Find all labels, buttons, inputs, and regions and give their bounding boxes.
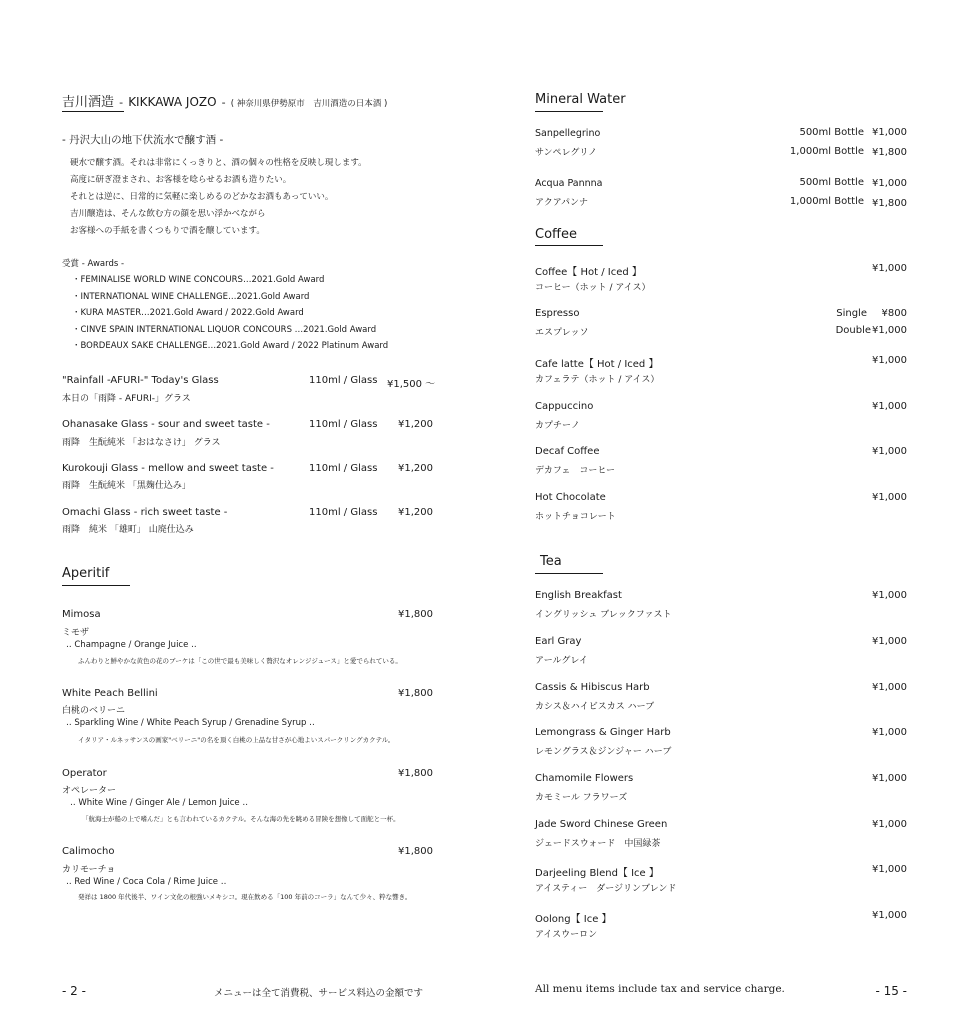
- award-item: ・CINVE SPAIN INTERNATIONAL LIQUOR CONCOURS …2021.Gold Award: [72, 325, 377, 335]
- tea-name: Lemongrass & Ginger Harb: [535, 727, 671, 738]
- page-number-right: - 15 -: [875, 984, 907, 998]
- tea-name: Chamomile Flowers: [535, 773, 634, 784]
- sake-name-jp: 雨降 純米 「雄町」 山廃仕込み: [62, 525, 194, 535]
- brand-name-en: KIKKAWA JOZO: [128, 95, 217, 109]
- header-separator: -: [119, 96, 124, 109]
- water-name-jp: サンペレグリノ: [535, 148, 598, 158]
- sake-name: Ohanasake Glass - sour and sweet taste -: [62, 419, 270, 430]
- awards-title: 受賞 - Awards -: [62, 259, 125, 269]
- aperitif-price: ¥1,800: [398, 846, 433, 857]
- tea-name-jp: レモングラス＆ジンジャー ハーブ: [535, 747, 672, 757]
- coffee-name-jp: エスプレッソ: [535, 328, 589, 338]
- award-item: ・BORDEAUX SAKE CHALLENGE…2021.Gold Award / 2022 Platinum Award: [72, 341, 389, 351]
- aperitif-name: Operator: [62, 768, 107, 779]
- water-size: 1,000ml Bottle: [789, 196, 864, 207]
- water-name: Sanpellegrino: [535, 128, 601, 139]
- section-title-tea: Tea: [540, 554, 562, 569]
- water-name-jp: アクアパンナ: [535, 198, 589, 208]
- section-title-aperitif: Aperitif: [62, 566, 110, 581]
- tea-name-jp: カシス＆ハイビスカス ハーブ: [535, 702, 655, 712]
- coffee-name-jp: ホットチョコレート: [535, 512, 616, 522]
- sake-price: ¥1,200: [398, 419, 433, 430]
- award-item: ・FEMINALISE WORLD WINE CONCOURS…2021.Gold Award: [72, 275, 325, 285]
- section-underline: [535, 111, 603, 112]
- tagline: - 丹沢大山の地下伏流水で醸す酒 -: [62, 134, 224, 146]
- aperitif-note: ふんわりと鮮やかな黄色の花のブーケは「この世で最も美味しく贅沢なオレンジジュース」と愛でられている。: [78, 657, 402, 665]
- footer-note-jp: メニューは全て消費税、サービス料込の金額です: [214, 988, 424, 999]
- sake-name-jp: 雨降 生酛純米 「おはなさけ」 グラス: [62, 438, 221, 448]
- sake-price: ¥1,200: [398, 463, 433, 474]
- tea-name: Cassis & Hibiscus Harb: [535, 682, 650, 693]
- aperitif-name-jp: ミモザ: [62, 628, 90, 638]
- coffee-price: ¥1,000: [872, 355, 907, 366]
- coffee-name: Decaf Coffee: [535, 446, 600, 457]
- tea-name-jp: イングリッシュ ブレックファスト: [535, 610, 672, 620]
- aperitif-ingredients: ‥ Sparkling Wine / White Peach Syrup / Grenadine Syrup ‥: [66, 718, 315, 728]
- espresso-option: Single: [836, 308, 867, 319]
- water-price: ¥1,800: [872, 147, 907, 158]
- brand-header: [62, 91, 387, 110]
- aperitif-price: ¥1,800: [398, 609, 433, 620]
- aperitif-name: Mimosa: [62, 609, 101, 620]
- tea-name: Oolong【 Ice 】: [535, 914, 612, 925]
- description-line: 高度に研ぎ澄まされ、お客様を唸らせるお酒も造りたい。: [70, 175, 292, 185]
- tea-price: ¥1,000: [872, 636, 907, 647]
- description-line: 硬水で醸す酒。それは非常にくっきりと、酒の個々の性格を反映し現します。: [70, 158, 367, 168]
- sake-name-jp: 雨降 生酛純米 「黒麹仕込み」: [62, 481, 191, 491]
- footer-note-en: All menu items include tax and service charge.: [535, 983, 785, 995]
- aperitif-price: ¥1,800: [398, 768, 433, 779]
- description-line: 吉川醸造は、そんな飲む方の顔を思い浮かべながら: [70, 209, 266, 219]
- water-size: 500ml Bottle: [799, 177, 864, 188]
- coffee-price: ¥1,000: [872, 492, 907, 503]
- water-size: 500ml Bottle: [799, 127, 864, 138]
- aperitif-ingredients: ‥ White Wine / Ginger Ale / Lemon Juice ‥: [70, 798, 249, 808]
- aperitif-note: 発祥は 1800 年代後半、ワイン文化の根強いメキシコ。現在飲める「100 年前のコーラ」なんて少々、粋な響き。: [78, 893, 412, 901]
- sake-price: ¥1,200: [398, 507, 433, 518]
- espresso-price: ¥1,000: [872, 325, 907, 336]
- coffee-name: Cappuccino: [535, 401, 594, 412]
- aperitif-ingredients: ‥ Champagne / Orange Juice ‥: [66, 640, 197, 650]
- tea-price: ¥1,000: [872, 727, 907, 738]
- coffee-name: Cafe latte【 Hot / Iced 】: [535, 359, 659, 370]
- coffee-price: ¥1,000: [872, 263, 907, 274]
- aperitif-name-jp: オペレーター: [62, 786, 117, 796]
- coffee-name-jp: カプチーノ: [535, 421, 580, 431]
- aperitif-ingredients: ‥ Red Wine / Coca Cola / Rime Juice ‥: [66, 877, 227, 887]
- sake-name: "Rainfall -AFURI-" Today's Glass: [62, 375, 219, 386]
- aperitif-name: Calimocho: [62, 846, 115, 857]
- tea-price: ¥1,000: [872, 682, 907, 693]
- aperitif-price: ¥1,800: [398, 688, 433, 699]
- coffee-name-jp: デカフェ コーヒー: [535, 466, 616, 476]
- description-line: お客様への手紙を書くつもりで酒を醸しています。: [70, 226, 265, 236]
- tea-name: Earl Gray: [535, 636, 582, 647]
- section-title-coffee: Coffee: [535, 227, 577, 242]
- sake-price: ¥1,500 ～: [387, 379, 436, 390]
- tea-name-jp: カモミール フラワーズ: [535, 793, 628, 803]
- aperitif-name-jp: 白桃のベリーニ: [62, 706, 126, 716]
- tea-price: ¥1,000: [872, 864, 907, 875]
- tea-price: ¥1,000: [872, 773, 907, 784]
- tea-name: English Breakfast: [535, 590, 622, 601]
- water-price: ¥1,800: [872, 198, 907, 209]
- sake-size: 110ml / Glass: [309, 375, 378, 386]
- sake-name-jp: 本日の「雨降 - AFURI-」グラス: [62, 394, 191, 404]
- tea-price: ¥1,000: [872, 590, 907, 601]
- tea-price: ¥1,000: [872, 819, 907, 830]
- espresso-price: ¥800: [881, 308, 907, 319]
- water-price: ¥1,000: [872, 178, 907, 189]
- tea-name-jp: アイスウーロン: [535, 930, 598, 940]
- coffee-price: ¥1,000: [872, 401, 907, 412]
- tea-name: Darjeeling Blend【 Ice 】: [535, 868, 659, 879]
- sake-size: 110ml / Glass: [309, 463, 378, 474]
- sake-name: Kurokouji Glass - mellow and sweet taste -: [62, 463, 274, 474]
- coffee-name: Coffee【 Hot / Iced 】: [535, 267, 642, 278]
- coffee-name: Espresso: [535, 308, 580, 319]
- tea-name-jp: アイスティー ダージリンブレンド: [535, 884, 677, 894]
- section-underline: [62, 585, 130, 586]
- aperitif-note: イタリア・ルネッサンスの画家"ベリーニ"の名を頂く白桃の上品な甘さが心地よいスパークリングカクテル。: [78, 736, 395, 744]
- aperitif-name-jp: カリモーチョ: [62, 865, 116, 875]
- water-size: 1,000ml Bottle: [789, 146, 864, 157]
- section-title-mineral-water: Mineral Water: [535, 92, 626, 107]
- sake-size: 110ml / Glass: [309, 419, 378, 430]
- section-underline: [535, 573, 603, 574]
- award-item: ・KURA MASTER…2021.Gold Award / 2022.Gold Award: [72, 308, 304, 318]
- tea-name-jp: ジェードスウォード 中国緑茶: [535, 839, 661, 849]
- header-separator: -: [221, 96, 226, 109]
- sake-size: 110ml / Glass: [309, 507, 378, 518]
- coffee-name-jp: カフェラテ（ホット / アイス）: [535, 375, 660, 385]
- aperitif-note: 「航海士が船の上で嗜んだ」とも言われているカクテル。そんな海の先を眺める冒険を想像して面舵と一杯。: [82, 815, 400, 823]
- tea-price: ¥1,000: [872, 910, 907, 921]
- tea-name-jp: アールグレイ: [535, 656, 588, 666]
- coffee-price: ¥1,000: [872, 446, 907, 457]
- aperitif-name: White Peach Bellini: [62, 688, 158, 699]
- description-line: それとは逆に、日常的に気軽に楽しめるのどかなお酒もあっていい。: [70, 192, 334, 202]
- section-underline: [535, 245, 603, 246]
- page-number-left: - 2 -: [62, 984, 86, 998]
- tea-name: Jade Sword Chinese Green: [535, 819, 668, 830]
- header-underline: [62, 111, 124, 112]
- award-item: ・INTERNATIONAL WINE CHALLENGE…2021.Gold Award: [72, 292, 310, 302]
- brand-location: ( 神奈川県伊勢原市 吉川酒造の日本酒 ): [230, 99, 388, 109]
- brand-name-jp: 吉川酒造: [62, 95, 115, 110]
- espresso-option: Double: [835, 325, 871, 336]
- coffee-name-jp: コーヒー（ホット / アイス）: [535, 283, 651, 293]
- coffee-name: Hot Chocolate: [535, 492, 606, 503]
- sake-name: Omachi Glass - rich sweet taste -: [62, 507, 228, 518]
- water-price: ¥1,000: [872, 127, 907, 138]
- water-name: Acqua Pannna: [535, 178, 603, 189]
